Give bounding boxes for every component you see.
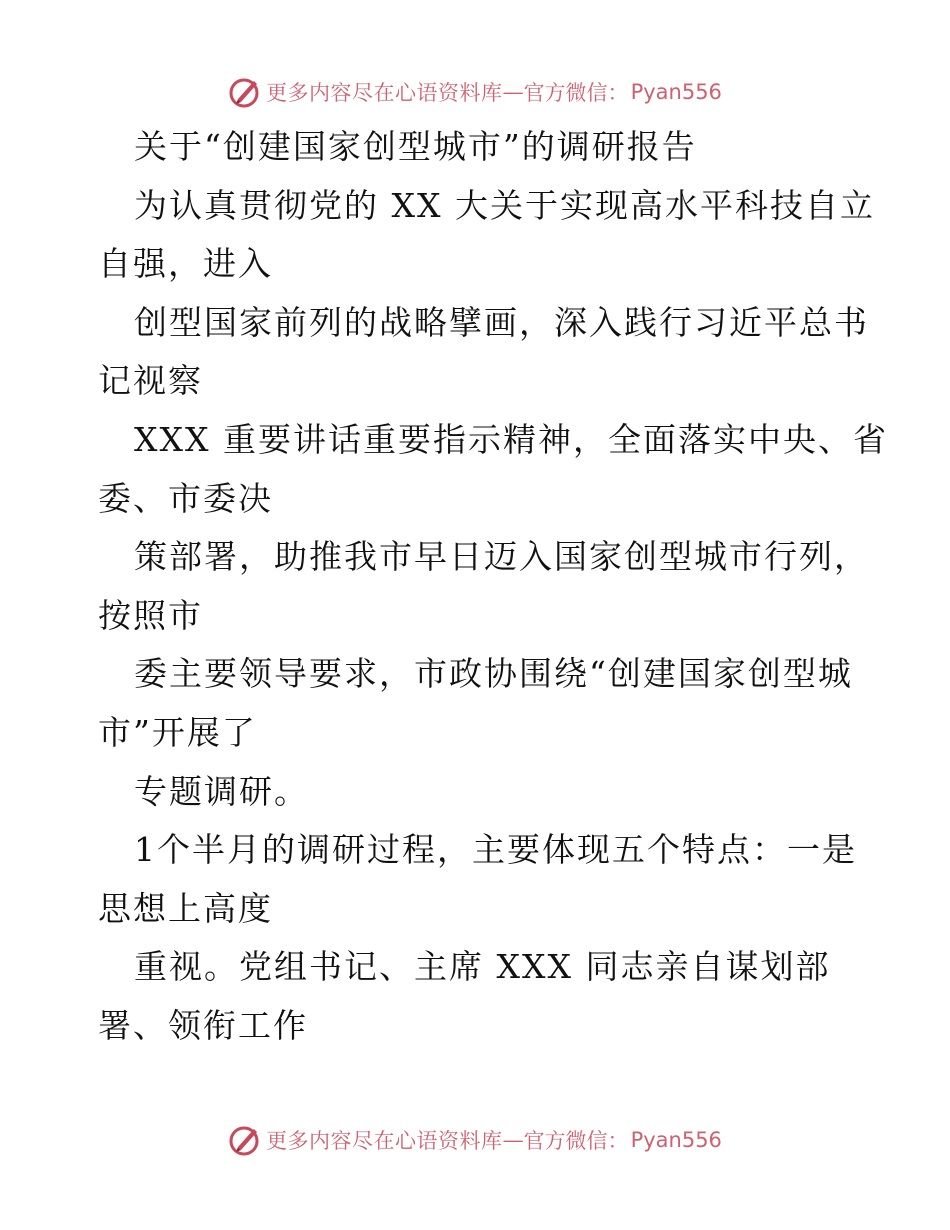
banner-text: 更多内容尽在心语资料库 [266,1129,503,1153]
text-line: 自强，进入 [98,244,273,284]
text-line: 专题调研。 [134,771,309,811]
banner-separator: — [502,80,524,104]
text-line: 署、领衔工作 [98,1005,308,1045]
text-line: 为认真贯彻党的 XX 大关于实现高水平科技自立 [134,185,875,225]
text-line: 创型国家前列的战略擘画，深入践行习近平总书 [134,302,869,342]
text-line: 按照市 [98,595,203,635]
footer-banner [0,1120,950,1160]
text-line: 思想上高度 [98,888,273,928]
document-title: 关于“创建国家创型城市”的调研报告 [134,127,697,166]
pen-circle-logo-icon [228,75,262,109]
banner-wechat-label: 官方微信： [523,81,629,105]
text-line: 重视。党组书记、主席 XXX 同志亲自谋划部 [134,947,831,987]
text-line: 1个半月的调研过程，主要体现五个特点：一是 [134,830,857,870]
banner-wechat-label: 官方微信： [523,1129,629,1153]
pen-circle-logo-icon [228,1123,262,1157]
banner-separator: — [502,1128,524,1152]
text-line: 策部署，助推我市早日迈入国家创型城市行列， [134,537,869,577]
text-line: 记视察 [98,361,203,401]
text-line: XXX 重要讲话重要指示精神，全面落实中央、省 [134,419,888,459]
text-line: 委、市委决 [98,478,273,518]
document-body [98,118,888,1056]
text-line: 市”开展了 [98,712,257,752]
banner-text: 更多内容尽在心语资料库 [266,81,503,105]
text-line: 委主要领导要求，市政协围绕“创建国家创型城 [134,654,853,694]
header-banner [0,72,950,112]
banner-wechat-id: Pyan556 [630,80,722,104]
banner-wechat-id: Pyan556 [630,1128,722,1152]
